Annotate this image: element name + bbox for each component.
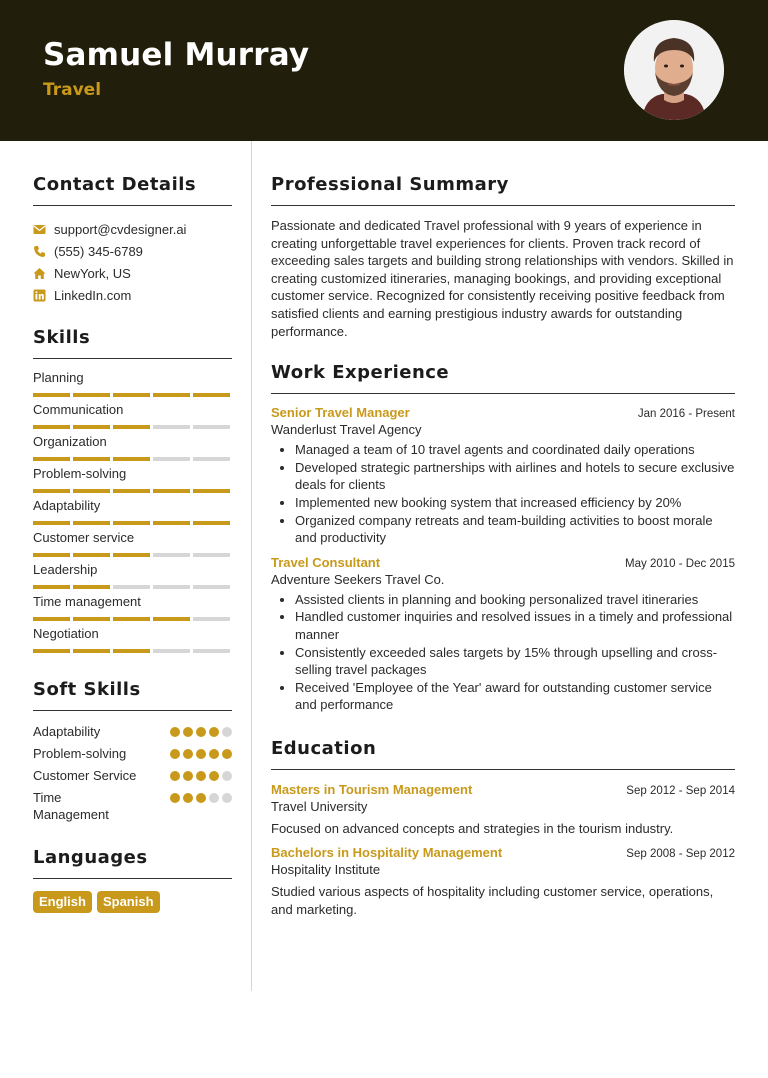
skill-level-segment — [33, 649, 70, 653]
job-entry — [271, 555, 735, 714]
contact-section — [33, 174, 232, 306]
skill-level-segment — [153, 585, 190, 589]
section-rule — [271, 393, 735, 394]
job-bullet: • Consistently exceeded sales targets by 15% through upselling and cross-selling travel packages — [295, 644, 735, 679]
section-title-contact: Contact Details — [33, 174, 197, 195]
education-description: Studied various aspects of hospitality including customer service, operations, and marketing. — [271, 884, 714, 918]
soft-skills-list — [33, 723, 232, 823]
skill-label: Problem-solving — [33, 466, 127, 481]
skill-level-segment — [33, 489, 70, 493]
skill-level-segment — [153, 489, 190, 493]
skill-level-segment — [73, 649, 110, 653]
rating-dot — [170, 793, 180, 803]
candidate-name: Samuel Murray — [43, 37, 310, 73]
skill-level-segment — [113, 521, 150, 525]
skill-level-segment — [153, 617, 190, 621]
rating-dot — [196, 727, 206, 737]
job-bullets — [271, 441, 735, 547]
skill-label: Planning — [33, 370, 84, 385]
skill-level-segment — [193, 585, 230, 589]
contact-linkedin-text: LinkedIn.com — [54, 287, 132, 303]
skill-level-segment — [153, 649, 190, 653]
rating-dot — [209, 749, 219, 759]
job-title: Travel Consultant — [271, 554, 381, 570]
skill-level-segment — [193, 457, 230, 461]
rating-dot — [196, 771, 206, 781]
column-divider — [251, 141, 252, 991]
rating-dot — [170, 771, 180, 781]
skill-item — [33, 498, 232, 530]
language-chip: English — [33, 891, 92, 913]
skill-level-segment — [193, 425, 230, 429]
rating-dot — [170, 749, 180, 759]
skill-level-bar — [33, 649, 232, 653]
linkedin-icon — [33, 289, 46, 302]
contact-list — [33, 218, 232, 306]
skill-level-segment — [193, 521, 230, 525]
section-title-experience: Work Experience — [271, 362, 450, 384]
skill-level-segment — [73, 393, 110, 397]
contact-location — [33, 262, 232, 284]
languages-section — [33, 847, 232, 913]
skills-section — [33, 327, 232, 658]
skill-item — [33, 594, 232, 626]
rating-dot — [209, 793, 219, 803]
job-date: May 2010 - Dec 2015 — [625, 557, 735, 570]
section-title-education: Education — [271, 737, 377, 759]
education-entry — [271, 782, 735, 838]
soft-skill-item — [33, 723, 232, 740]
section-title-languages: Languages — [33, 847, 148, 868]
section-rule — [33, 710, 232, 711]
skill-label: Leadership — [33, 562, 98, 577]
skill-item — [33, 562, 232, 594]
skill-level-segment — [113, 457, 150, 461]
skill-level-segment — [113, 649, 150, 653]
rating-dot — [209, 771, 219, 781]
skill-level-segment — [113, 585, 150, 589]
job-bullets — [271, 591, 735, 714]
skill-level-segment — [33, 553, 70, 557]
skill-level-segment — [193, 489, 230, 493]
skill-item — [33, 434, 232, 466]
rating-dot — [196, 749, 206, 759]
rating-dot — [196, 793, 206, 803]
degree-title: Bachelors in Hospitality Management — [271, 845, 503, 861]
skills-list — [33, 370, 232, 658]
skill-level-segment — [33, 393, 70, 397]
contact-linkedin[interactable] — [33, 284, 232, 306]
summary-text: Passionate and dedicated Travel professional with 9 years of experience in creating unforgettable travel experiences for clients. Proven track record of exceeding sales targets and building strong relationships with vendors. Skilled in creating customized itineraries, managing bookings, and providing exceptional customer service. Recognized for consistently receiving positive feedback from satisfied clients and earning prestigious industry awards for outstanding performance. — [271, 218, 734, 339]
skill-label: Customer service — [33, 530, 135, 545]
section-title-soft-skills: Soft Skills — [33, 679, 141, 700]
skill-level-bar — [33, 457, 232, 461]
summary-section — [271, 174, 735, 340]
job-bullet: • Managed a team of 10 travel agents and coordinated daily operations — [295, 441, 735, 459]
job-company: Wanderlust Travel Agency — [271, 422, 422, 438]
skill-level-segment — [73, 553, 110, 557]
skill-level-segment — [153, 553, 190, 557]
contact-phone[interactable] — [33, 240, 232, 262]
contact-email[interactable] — [33, 218, 232, 240]
language-chip: Spanish — [97, 891, 160, 913]
section-rule — [33, 358, 232, 359]
education-entry — [271, 845, 735, 918]
section-title-skills: Skills — [33, 327, 91, 348]
soft-skill-item — [33, 789, 232, 823]
skill-item — [33, 530, 232, 562]
skill-level-segment — [153, 425, 190, 429]
skill-label: Time management — [33, 594, 141, 609]
rating-dot — [222, 727, 232, 737]
skill-level-segment — [193, 553, 230, 557]
skill-level-bar — [33, 521, 232, 525]
section-rule — [33, 205, 232, 206]
rating-dot — [183, 749, 193, 759]
job-title: Senior Travel Manager — [271, 405, 410, 421]
job-bullet: • Received 'Employee of the Year' award for outstanding customer service and performance — [295, 679, 735, 714]
skill-level-segment — [73, 489, 110, 493]
section-title-summary: Professional Summary — [271, 174, 509, 195]
skill-level-bar — [33, 393, 232, 397]
skill-level-segment — [113, 489, 150, 493]
language-list — [33, 891, 232, 913]
skill-level-segment — [73, 457, 110, 461]
rating-dot — [183, 771, 193, 781]
soft-skill-rating — [170, 767, 232, 781]
soft-skill-label: Customer Service — [33, 768, 137, 783]
skill-label: Negotiation — [33, 626, 99, 641]
candidate-role: Travel — [43, 80, 102, 100]
skill-label: Communication — [33, 402, 124, 417]
education-date: Sep 2012 - Sep 2014 — [626, 784, 735, 797]
rating-dot — [209, 727, 219, 737]
soft-skill-rating — [170, 745, 232, 759]
job-bullet: • Handled customer inquiries and resolved issues in a timely and professional manner — [295, 608, 735, 643]
contact-phone-text: (555) 345-6789 — [54, 243, 143, 259]
skill-item — [33, 370, 232, 402]
resume-header — [0, 0, 768, 141]
skill-level-segment — [73, 585, 110, 589]
skill-level-segment — [73, 617, 110, 621]
soft-skill-item — [33, 745, 232, 762]
skill-level-segment — [73, 521, 110, 525]
skill-level-segment — [113, 553, 150, 557]
skill-level-segment — [193, 649, 230, 653]
job-company: Adventure Seekers Travel Co. — [271, 571, 445, 587]
skill-level-segment — [113, 617, 150, 621]
soft-skill-rating — [170, 723, 232, 737]
rating-dot — [183, 793, 193, 803]
left-column — [33, 174, 232, 913]
school-name: Travel University — [271, 798, 368, 814]
skill-level-segment — [33, 521, 70, 525]
education-description: Focused on advanced concepts and strategies in the tourism industry. — [271, 820, 674, 836]
section-rule — [271, 769, 735, 770]
skill-level-bar — [33, 585, 232, 589]
skill-level-segment — [33, 585, 70, 589]
skill-level-segment — [153, 521, 190, 525]
skill-level-segment — [73, 425, 110, 429]
skill-item — [33, 626, 232, 658]
rating-dot — [222, 771, 232, 781]
skill-level-segment — [153, 457, 190, 461]
section-rule — [271, 205, 735, 206]
skill-level-bar — [33, 425, 232, 429]
school-name: Hospitality Institute — [271, 862, 381, 878]
mail-icon — [33, 223, 46, 236]
job-bullet: • Assisted clients in planning and booking personalized travel itineraries — [295, 591, 735, 609]
education-date: Sep 2008 - Sep 2012 — [626, 848, 735, 861]
job-bullet: • Developed strategic partnerships with airlines and hotels to secure exclusive deals for clients — [295, 459, 735, 494]
rating-dot — [170, 727, 180, 737]
contact-email-text: support@cvdesigner.ai — [54, 221, 187, 237]
job-entry — [271, 405, 735, 547]
rating-dot — [222, 749, 232, 759]
soft-skills-section — [33, 679, 232, 823]
skill-level-segment — [153, 393, 190, 397]
profile-photo — [624, 20, 724, 120]
contact-location-text: NewYork, US — [54, 265, 131, 281]
education-section — [271, 738, 735, 919]
skill-level-bar — [33, 553, 232, 557]
job-date: Jan 2016 - Present — [637, 408, 735, 421]
soft-skill-rating — [170, 789, 232, 803]
skill-level-segment — [193, 393, 230, 397]
right-column — [271, 174, 735, 919]
skill-level-segment — [33, 457, 70, 461]
skill-level-bar — [33, 617, 232, 621]
skill-level-segment — [113, 425, 150, 429]
skill-level-segment — [33, 617, 70, 621]
soft-skill-label: Adaptability — [33, 724, 101, 739]
soft-skill-label: Time Management — [33, 790, 109, 822]
rating-dot — [183, 727, 193, 737]
skill-item — [33, 402, 232, 434]
rating-dot — [222, 793, 232, 803]
home-icon — [33, 267, 46, 280]
skill-level-segment — [113, 393, 150, 397]
job-bullet: • Organized company retreats and team-building activities to boost morale and productivity — [295, 512, 735, 547]
experience-section — [271, 362, 735, 714]
soft-skill-item — [33, 767, 232, 784]
skill-level-segment — [33, 425, 70, 429]
skill-level-bar — [33, 489, 232, 493]
job-bullet: • Implemented new booking system that increased efficiency by 20% — [295, 494, 735, 512]
section-rule — [33, 878, 232, 879]
skill-level-segment — [193, 617, 230, 621]
skill-item — [33, 466, 232, 498]
skill-label: Adaptability — [33, 498, 101, 513]
phone-icon — [33, 245, 46, 258]
soft-skill-label: Problem-solving — [33, 746, 127, 761]
degree-title: Masters in Tourism Management — [271, 781, 473, 797]
skill-label: Organization — [33, 434, 107, 449]
